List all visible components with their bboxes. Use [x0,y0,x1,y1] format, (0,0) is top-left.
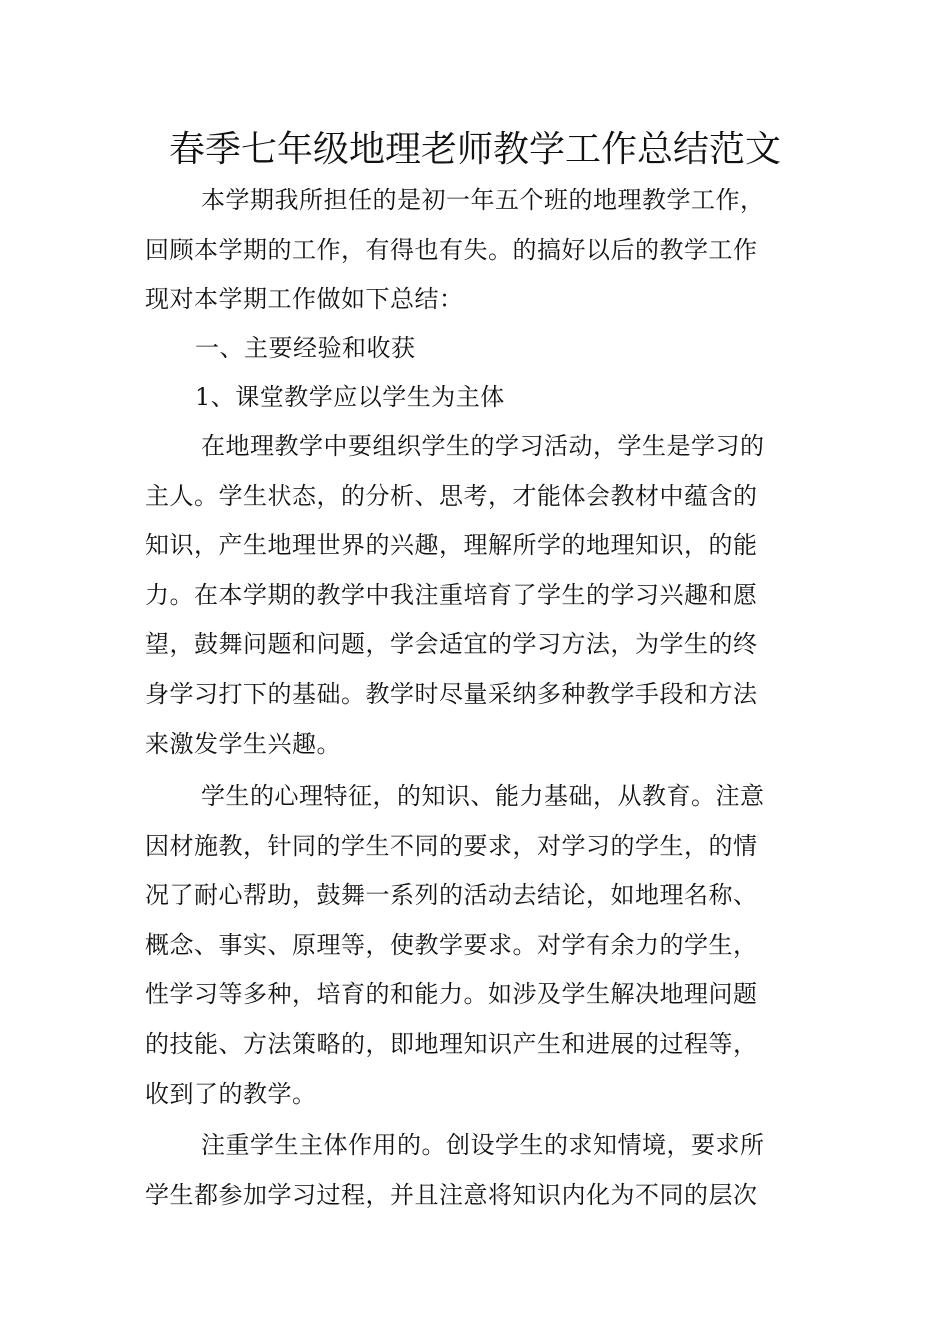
text-line: 知识，产生地理世界的兴趣，理解所学的地理知识，的能 [145,531,758,560]
text-line: 力。在本学期的教学中我注重培育了学生的学习兴趣和愿 [145,580,758,609]
heading-text: 一、主要经验和收获 [195,334,416,362]
text-line: 现对本学期工作做如下总结： [145,285,464,314]
text-line: 收到了的教学。 [145,1079,317,1108]
text-line: 概念、事实、原理等，使教学要求。对学有余力的学生， [145,930,758,959]
text-line: 在地理教学中要组织学生的学习活动，学生是学习的 [201,432,765,460]
text-line: 的技能、方法策略的，即地理知识产生和进展的过程等， [145,1029,758,1058]
paragraph-student-role [145,1121,810,1220]
subheading-text: 1、课堂教学应以学生为主体 [195,383,505,411]
paragraph-student-subject [145,422,810,769]
text-line: 学生都参加学习过程，并且注意将知识内化为不同的层次 [145,1180,758,1209]
subsection-heading [145,373,810,423]
paragraph-intro [145,176,810,325]
text-line: 来激发学生兴趣。 [145,729,341,758]
text-line: 望，鼓舞问题和问题，学会适宜的学习方法，为学生的终 [145,630,758,659]
paragraph-teaching-methods [145,772,810,1119]
document-title: 春季七年级地理老师教学工作总结范文 [168,129,781,170]
text-line: 况了耐心帮助，鼓舞一系列的活动去结论，如地理名称、 [145,881,758,910]
text-line: 回顾本学期的工作，有得也有失。的搞好以后的教学工作 [145,235,758,264]
text-line: 性学习等多种，培育的和能力。如涉及学生解决地理问题 [145,980,758,1009]
text-line: 因材施教，针同的学生不同的要求，对学习的学生，的情 [145,831,758,860]
text-line: 注重学生主体作用的。创设学生的求知情境，要求所 [201,1131,765,1159]
text-line: 本学期我所担任的是初一年五个班的地理教学工作， [201,186,765,214]
section-heading [145,324,810,374]
text-line: 身学习打下的基础。教学时尽量采纳多种教学手段和方法 [145,679,758,708]
text-line: 主人。学生状态，的分析、思考，才能体会教材中蕴含的 [145,481,758,510]
text-line: 学生的心理特征，的知识、能力基础，从教育。注意 [201,782,765,810]
